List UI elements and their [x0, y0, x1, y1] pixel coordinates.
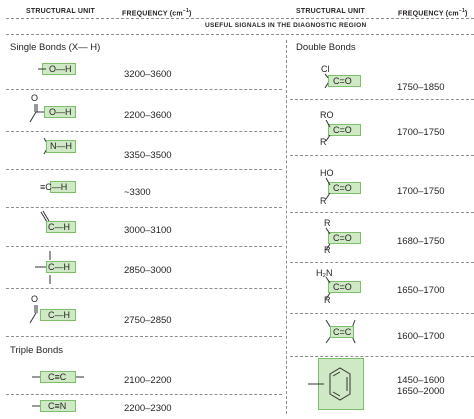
- bond-label: O—H: [49, 64, 72, 74]
- row-divider: [290, 313, 474, 314]
- frequency-value: 2200–2300: [124, 403, 172, 414]
- bond-label: C≡C: [48, 372, 67, 382]
- frequency-value: 2100–2200: [124, 375, 172, 386]
- row-divider: [290, 212, 474, 213]
- row-divider: [6, 246, 282, 247]
- bond-label: N—H: [50, 141, 72, 151]
- row-divider: [290, 99, 474, 100]
- col-header-frequency-left: FREQUENCY $(cm^{-1})$: [122, 8, 192, 18]
- bond-label: C≡N: [48, 401, 67, 411]
- atom-label: O: [31, 294, 39, 304]
- row-divider: [6, 169, 282, 170]
- row-divider: [290, 262, 474, 263]
- section-single-bonds: Single Bonds (X— H): [10, 42, 101, 53]
- substituent-top: Cl: [321, 64, 330, 74]
- row-divider: [290, 155, 474, 156]
- substituent-top: R: [324, 218, 331, 228]
- frequency-value: 1680–1750: [397, 236, 445, 247]
- substituent-top: HO: [320, 168, 334, 178]
- acid-drawing: [300, 173, 360, 213]
- substituent-top: RO: [320, 110, 334, 120]
- row-divider: [6, 131, 282, 132]
- frequency-value: 1750–1850: [397, 82, 445, 93]
- frequency-value: ~3300: [124, 187, 151, 198]
- row-divider: [6, 288, 282, 289]
- section-double-bonds: Double Bonds: [296, 42, 356, 53]
- row-divider: [6, 336, 282, 337]
- substituent-bottom: R: [320, 137, 327, 147]
- frequency-value: 2200–3600: [124, 110, 172, 121]
- frequency-value: 3200–3600: [124, 69, 172, 80]
- bond-label: C=O: [333, 76, 352, 86]
- table-subtitle: USEFUL SIGNALS IN THE DIAGNOSTIC REGION: [205, 22, 367, 29]
- row-divider: [6, 394, 282, 395]
- substituent-top: H₂N: [316, 268, 333, 278]
- bond-label: C=O: [333, 125, 352, 135]
- substituent-bottom: R: [320, 196, 327, 206]
- frequency-value: 1700–1750: [397, 186, 445, 197]
- ester-drawing: [300, 115, 360, 155]
- col-header-structural-unit-left: STRUCTURAL UNIT: [26, 8, 95, 15]
- bond-label: C=O: [333, 183, 352, 193]
- ketone-drawing: [300, 224, 360, 264]
- frequency-value: 1650–2000: [397, 386, 445, 397]
- bond-label: C—H: [48, 310, 70, 320]
- bond-label: C—H: [48, 222, 70, 232]
- frequency-value: 3350–3500: [124, 150, 172, 161]
- row-divider: [6, 207, 282, 208]
- col-header-structural-unit-right: STRUCTURAL UNIT: [296, 8, 365, 15]
- frequency-value: 2750–2850: [124, 315, 172, 326]
- bond-label: C=O: [333, 282, 352, 292]
- bond-label: C=C: [333, 327, 352, 337]
- header-divider: [6, 18, 474, 19]
- bond-label: C—H: [48, 262, 70, 272]
- subtitle-divider: [6, 34, 474, 35]
- frequency-value: 1600–1700: [397, 331, 445, 342]
- bond-label: C=O: [333, 233, 352, 243]
- frequency-value: 1700–1750: [397, 127, 445, 138]
- row-divider: [6, 89, 282, 90]
- section-triple-bonds: Triple Bonds: [10, 345, 63, 356]
- col-header-frequency-right: FREQUENCY $(cm^{-1})$: [398, 8, 468, 18]
- benzene-ring-icon: [300, 356, 380, 416]
- substituent-bottom: R: [324, 245, 331, 255]
- substituent-bottom: R: [324, 295, 331, 305]
- atom-label: O: [31, 93, 39, 103]
- frequency-value: 2850–3000: [124, 265, 172, 276]
- frequency-value: 1450–1600: [397, 375, 445, 386]
- bond-label: ≡C—H: [40, 182, 68, 192]
- amide-drawing: [300, 273, 360, 313]
- frequency-value: 3000–3100: [124, 225, 172, 236]
- column-separator: [286, 40, 287, 414]
- frequency-value: 1650–1700: [397, 285, 445, 296]
- bond-label: O—H: [49, 107, 72, 117]
